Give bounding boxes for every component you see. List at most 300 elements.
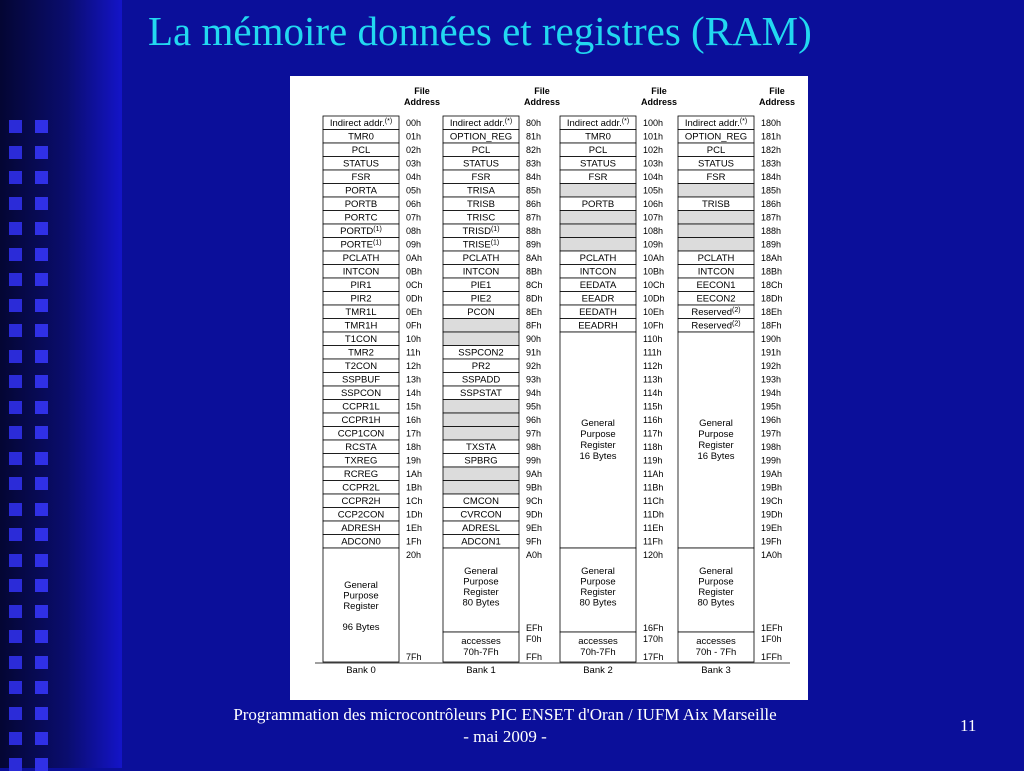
register-address: 19Fh [761,536,782,547]
decorative-square [9,732,22,745]
register-cell [443,427,519,441]
register-address: 16Fh [643,623,664,633]
register-name: SSPCON [340,388,382,399]
register-name: EEADR [581,293,615,305]
register-address: 17Fh [643,652,664,662]
register-address: 91h [526,347,542,358]
register-name: EEADRH [578,320,618,332]
register-name: TXSTA [466,442,496,453]
register-address: 19h [406,455,422,466]
register-name: TRISB [702,199,730,210]
register-address: 02h [406,145,422,155]
decorative-square [9,528,22,541]
decorative-square [9,656,22,669]
register-name: PCLATH [462,253,500,264]
bank-label: Bank 0 [346,665,376,676]
register-address: 9Fh [526,536,542,547]
register-name: PCL [351,145,371,156]
register-cell [560,224,636,238]
register-name: PCLATH [342,253,380,264]
register-name: RCSTA [345,442,377,453]
decorative-square [35,579,48,592]
register-name: FSR [588,172,608,183]
register-address: 14h [406,388,422,398]
register-address: 9Eh [526,523,543,533]
decorative-square [9,630,22,643]
gpr-label: General [464,566,498,577]
register-address: 11h [406,347,421,358]
register-name: TRISB [467,199,495,210]
decorative-square [9,120,22,133]
decorative-square [9,146,22,159]
register-address: 1FFh [761,652,783,662]
register-address: 184h [761,172,782,182]
gpr-label: General [581,566,615,577]
register-address: 83h [526,158,542,169]
decorative-square [35,171,48,184]
register-address: 118h [643,442,663,452]
register-address: 17h [406,428,422,439]
register-name: CCPR2L [342,482,380,494]
register-name: STATUS [462,158,500,170]
register-address: 1Eh [406,523,423,533]
register-address: 19Bh [761,482,783,493]
register-address: 186h [761,199,782,209]
register-address: 1Ah [406,469,423,479]
register-address: 9Bh [526,482,543,493]
register-name: CCPR1H [341,415,381,426]
decorative-square [9,350,22,363]
decorative-square [9,707,22,720]
register-address: 89h [526,239,542,250]
register-address: 18Dh [761,293,783,304]
register-address: 115h [643,401,663,412]
register-address: 05h [406,185,422,196]
register-address: 189h [761,239,782,250]
register-address: 19Dh [761,509,783,520]
register-address: 116h [643,415,663,425]
register-cell [443,319,519,333]
decorative-square [9,222,22,235]
register-address: 88h [526,226,542,236]
register-name: TRISC [466,212,496,224]
access-label: accesses [461,636,501,647]
gpr-label: Register [580,587,616,598]
decorative-square [9,579,22,592]
register-address: 1Dh [406,509,423,520]
register-name: SSPCON2 [458,347,504,359]
decorative-square [35,554,48,567]
register-address: 92h [526,361,542,371]
register-name: TMR2 [348,347,374,359]
register-address: 8Bh [526,266,543,277]
register-cell [443,413,519,427]
gpr-label: Purpose [580,429,616,440]
file-header-label: File [534,86,550,96]
decorative-square [9,681,22,694]
register-cell [678,184,754,198]
decorative-square [35,477,48,490]
decorative-square [9,273,22,286]
register-address: 87h [526,212,542,223]
register-address: 84h [526,172,542,182]
register-name: PIR2 [350,293,372,305]
register-name: EEDATH [579,307,617,318]
gpr-label: 80 Bytes [697,597,735,609]
register-address: 18Ch [761,280,783,290]
gpr-label: General [344,580,378,591]
decorative-square [9,324,22,337]
register-address: FFh [526,652,543,662]
register-address: 119h [643,455,663,466]
register-address: 11Dh [643,509,664,520]
register-address: 100h [643,118,664,128]
register-address: 07h [406,212,422,223]
decorative-square [35,248,48,261]
register-address: 104h [643,172,664,182]
register-address: 11Fh [643,536,663,547]
register-cell [560,184,636,198]
register-file-map [290,76,808,700]
decorative-square [35,120,48,133]
register-name: TRISD$^{(1)}$ [462,226,500,237]
decorative-square [35,273,48,286]
register-name: Indirect addr.(*) [684,118,748,129]
register-address: 1Ch [406,496,423,506]
gpr-label: 80 Bytes [462,597,500,609]
register-address: 1EFh [761,623,783,633]
register-address: 9Dh [526,509,543,520]
register-address: 111h [643,347,662,358]
register-name: PCL [706,145,726,156]
register-name: Indirect addr.(*) [449,118,513,129]
register-name: Indirect addr.(*) [329,118,393,129]
decorative-square [9,605,22,618]
register-address: 13h [406,374,422,385]
register-address: 10Ch [643,280,665,290]
decorative-square [9,171,22,184]
register-address: 10h [406,334,422,344]
gpr-label: Purpose [580,576,616,588]
register-cell [443,467,519,481]
register-name: STATUS [342,158,380,170]
decorative-square [9,401,22,414]
register-name: PORTB [581,199,615,210]
ram-memory-map-figure [290,76,808,700]
register-address: 198h [761,442,782,452]
register-cell [678,224,754,238]
bank-label: Bank 3 [701,665,731,676]
register-address: 113h [643,374,663,385]
register-address: 82h [526,145,542,155]
decorative-square [35,324,48,337]
register-address: 187h [761,212,782,223]
register-address: 86h [526,199,542,209]
register-address: 8Dh [526,293,543,304]
gpr-label: 16 Bytes [579,451,617,462]
register-name: TMR0 [348,131,374,143]
register-address: 18Fh [761,320,782,331]
register-address: 8Fh [526,320,542,331]
register-address: 185h [761,185,782,196]
register-address: 183h [761,158,782,169]
decorative-square [9,426,22,439]
register-name: Reserved$^{(2)}$ [691,307,741,318]
address-header-label: Address [523,97,561,107]
register-address: 9Ah [526,469,543,479]
register-name: PIE2 [470,293,492,305]
register-address: 11Ch [643,496,664,506]
register-name: INTCON [462,266,500,278]
decorative-square [9,554,22,567]
register-address: 90h [526,334,542,344]
register-name: ADRESH [341,523,381,534]
gpr-label: Register [698,587,734,598]
register-address: 1Fh [406,536,422,547]
decorative-square [9,452,22,465]
register-name: SSPSTAT [460,388,502,399]
register-address: 1A0h [761,550,783,560]
register-name: PCLATH [697,253,735,264]
decorative-square [35,732,48,745]
gpr-label: Register [343,601,379,612]
decorative-square [35,350,48,363]
register-address: 18Ah [761,253,783,263]
register-address: 170h [643,634,664,644]
gpr-label: Register [580,440,616,451]
decorative-square [35,503,48,516]
register-name: PR2 [471,361,491,372]
register-address: 196h [761,415,782,425]
footer-line-1: Programmation des microcontrôleurs PIC ENSET d'Oran / IUFM Aix Marseille [233,705,777,724]
register-address: 0Ah [406,253,423,263]
register-name: FSR [351,172,371,183]
register-address: 105h [643,185,664,196]
register-address: 10Eh [643,307,665,317]
register-address: 101h [643,131,664,142]
register-address: 20h [406,550,422,560]
register-name: PORTD$^{(1)}$ [340,226,382,237]
bank-label: Bank 1 [466,665,496,676]
register-address: 194h [761,388,782,398]
register-cell [678,238,754,252]
file-header-label: File [651,86,667,96]
register-name: SPBRG [464,455,498,467]
register-address: 114h [643,388,663,398]
register-address: 11Eh [643,523,664,533]
register-address: 93h [526,374,542,385]
register-cell [443,481,519,495]
register-cell [560,211,636,225]
register-address: 0Dh [406,293,423,304]
register-address: 08h [406,226,422,236]
register-address: 09h [406,239,422,250]
register-address: 81h [526,131,542,142]
file-header-label: File [414,86,430,96]
register-name: OPTION_REG [449,131,513,143]
register-address: A0h [526,550,543,560]
register-name: TMR0 [585,131,611,143]
register-address: 192h [761,361,782,371]
decorative-square [35,299,48,312]
register-cell [678,211,754,225]
gpr-label: Register [463,587,499,598]
register-name: PORTE$^{(1)}$ [340,239,382,251]
register-address: 8Eh [526,307,543,317]
register-address: 04h [406,172,422,182]
register-address: 11Bh [643,482,664,493]
gpr-label: Purpose [343,590,379,602]
register-address: 00h [406,118,422,128]
register-address: 117h [643,428,663,439]
register-name: EECON2 [696,293,736,305]
gpr-label: Register [698,440,734,451]
register-name: PCON [467,307,495,318]
register-name: TRISE$^{(1)}$ [462,239,500,251]
register-address: 188h [761,226,782,236]
register-name: EECON1 [696,280,736,291]
register-name: ADRESL [461,523,501,534]
register-name: STATUS [579,158,617,170]
register-address: 11Ah [643,469,664,479]
bank-label: Bank 2 [583,665,613,676]
decorative-square [35,681,48,694]
register-name: TRISA [467,185,495,197]
register-address: EFh [526,623,543,633]
register-address: 99h [526,455,542,466]
file-header-label: File [769,86,785,96]
register-address: 193h [761,374,782,385]
register-address: 18Eh [761,307,783,317]
register-address: 1F0h [761,634,782,644]
register-name: CVRCON [460,509,502,521]
register-name: PORTA [345,185,377,197]
register-name: PORTB [344,199,378,210]
register-address: 0Eh [406,307,423,317]
slide-title: La mémoire données et registres (RAM) [148,8,812,54]
gpr-label: General [581,418,615,429]
register-address: 8Ah [526,253,543,263]
decorative-square [35,630,48,643]
register-name: T2CON [344,361,378,372]
register-address: 19Ch [761,496,783,506]
register-address: 7Fh [406,652,422,662]
register-name: ADCON1 [461,536,501,548]
register-name: TMR1H [344,320,378,332]
register-name: T1CON [344,334,378,345]
access-label: 70h-7Fh [463,647,499,658]
decorative-square [35,222,48,235]
decorative-square [9,375,22,388]
register-address: 199h [761,455,782,466]
register-address: 06h [406,199,422,209]
register-address: 195h [761,401,782,412]
register-address: 19Eh [761,523,783,533]
register-address: 15h [406,401,422,412]
slide-footer [150,704,860,748]
register-address: 191h [761,347,782,358]
register-address: 19Ah [761,469,783,479]
register-name: PORTC [344,212,378,224]
register-name: PCL [588,145,608,156]
decorative-square [35,528,48,541]
gpr-label: General [699,418,733,429]
register-name: RCREG [343,469,379,480]
register-name: CMCON [463,496,499,507]
register-address: 10Dh [643,293,665,304]
register-name: SSPADD [461,374,501,386]
register-address: 97h [526,428,542,439]
decorative-square [35,605,48,618]
register-address: 01h [406,131,422,142]
decorative-square [35,375,48,388]
register-address: 109h [643,239,664,250]
footer-line-2: - mai 2009 - [463,727,547,746]
decorative-square [35,656,48,669]
decorative-square [35,197,48,210]
gpr-label: 80 Bytes [579,597,617,609]
page-number: 11 [960,716,977,735]
register-address: 197h [761,428,782,439]
register-name: INTCON [697,266,735,278]
gpr-label: 96 Bytes [342,622,380,633]
register-name: PCL [471,145,491,156]
register-name: INTCON [579,266,617,278]
register-address: 112h [643,361,663,371]
register-address: F0h [526,634,542,644]
address-header-label: Address [403,97,441,107]
register-name: INTCON [342,266,380,278]
register-cell [443,332,519,346]
register-name: CCP1CON [337,428,385,440]
register-address: 103h [643,158,664,169]
gpr-label: General [699,566,733,577]
gpr-label: Purpose [698,429,734,440]
register-name: TXREG [344,455,378,467]
decorative-square [9,248,22,261]
register-name: CCPR2H [341,496,381,507]
register-address: 95h [526,401,542,412]
decorative-square [35,452,48,465]
register-address: 80h [526,118,542,128]
register-address: 120h [643,550,664,560]
register-address: 03h [406,158,422,169]
gpr-label: Purpose [698,576,734,588]
decorative-square [9,477,22,490]
register-address: 10Fh [643,320,664,331]
register-address: 110h [643,334,663,344]
register-address: 106h [643,199,664,209]
address-header-label: Address [758,97,796,107]
access-label: 70h - 7Fh [695,647,737,658]
register-address: 16h [406,415,422,425]
decorative-square [9,299,22,312]
decorative-square [35,758,48,771]
register-address: 0Bh [406,266,423,277]
decorative-square [9,503,22,516]
register-address: 8Ch [526,280,543,290]
register-address: 181h [761,131,782,142]
register-name: ADCON0 [341,536,381,548]
register-address: 85h [526,185,542,196]
register-address: 102h [643,145,664,155]
register-address: 18h [406,442,422,452]
decorative-square [35,146,48,159]
decorative-square [35,426,48,439]
register-cell [443,400,519,414]
register-address: 182h [761,145,782,155]
register-address: 98h [526,442,542,452]
